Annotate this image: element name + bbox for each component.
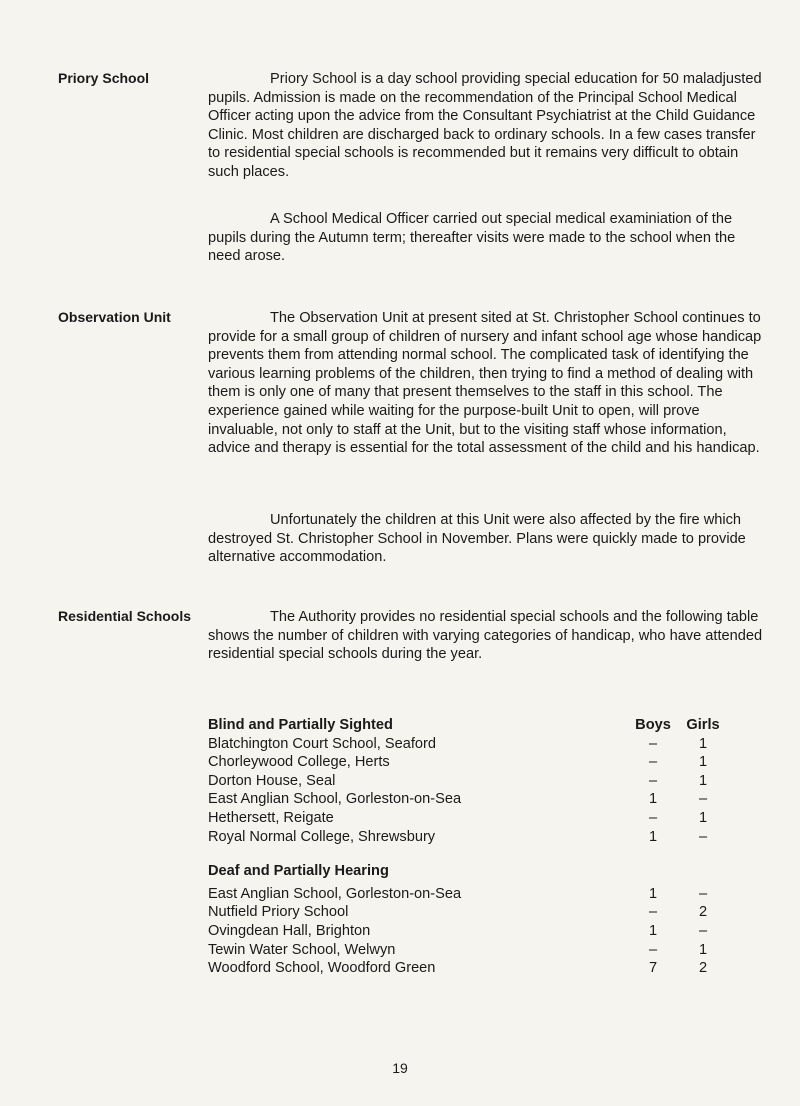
residential-paragraph-1 bbox=[208, 608, 768, 664]
school-name: East Anglian School, Gorleston-on-Sea bbox=[208, 791, 462, 808]
group-title-blind: Blind and Partially Sighted bbox=[208, 717, 393, 733]
heading-residential-schools: Residential Schools bbox=[58, 608, 192, 624]
table-header-row bbox=[208, 716, 728, 735]
residential-schools-table bbox=[208, 716, 728, 978]
school-name: Royal Normal College, Shrewsbury bbox=[208, 828, 436, 845]
boys-count: – bbox=[648, 735, 658, 752]
table-row bbox=[208, 959, 728, 978]
boys-count: – bbox=[648, 904, 658, 921]
table-row bbox=[208, 735, 728, 754]
table-row bbox=[208, 772, 728, 791]
boys-count: 1 bbox=[648, 922, 658, 939]
girls-count: 1 bbox=[698, 941, 708, 958]
girls-count: 1 bbox=[698, 809, 708, 826]
girls-count: 1 bbox=[698, 735, 708, 752]
table-row bbox=[208, 790, 728, 809]
school-name: Tewin Water School, Welwyn bbox=[208, 941, 396, 958]
table-row bbox=[208, 885, 728, 904]
page-number: 19 bbox=[392, 1060, 408, 1076]
observation-paragraph-2 bbox=[208, 511, 768, 567]
girls-count: 1 bbox=[698, 754, 708, 771]
boys-count: – bbox=[648, 809, 658, 826]
heading-observation-unit: Observation Unit bbox=[58, 309, 171, 325]
table-row bbox=[208, 809, 728, 828]
girls-count: 1 bbox=[698, 772, 708, 789]
boys-count: – bbox=[648, 941, 658, 958]
school-name: Chorleywood College, Herts bbox=[208, 754, 390, 771]
girls-count: – bbox=[698, 885, 708, 902]
girls-count: – bbox=[698, 791, 708, 808]
priory-paragraph-2-text: A School Medical Officer carried out special medical examiniation of the pupils during the Autumn term; thereafter visits were made to the school when the need arose. bbox=[208, 211, 736, 265]
girls-count: 2 bbox=[698, 904, 708, 921]
school-name: Hethersett, Reigate bbox=[208, 809, 334, 826]
school-name: Dorton House, Seal bbox=[208, 772, 336, 789]
boys-count: 7 bbox=[648, 960, 658, 977]
residential-paragraph-1-text: The Authority provides no residential special schools and the following table shows the number of children with varying categories of handicap, who have attended residential special schools during the year. bbox=[208, 609, 763, 663]
column-header-girls: Girls bbox=[686, 717, 720, 733]
boys-count: 1 bbox=[648, 885, 658, 902]
boys-count: 1 bbox=[648, 791, 658, 808]
group-title-deaf: Deaf and Partially Hearing bbox=[208, 863, 389, 880]
school-name: Ovingdean Hall, Brighton bbox=[208, 922, 371, 939]
school-name: Blatchington Court School, Seaford bbox=[208, 735, 436, 752]
girls-count: – bbox=[698, 922, 708, 939]
group-title-row bbox=[208, 862, 728, 881]
school-name: East Anglian School, Gorleston-on-Sea bbox=[208, 885, 462, 902]
girls-count: 2 bbox=[698, 960, 708, 977]
girls-count: – bbox=[698, 828, 708, 845]
observation-paragraph-1-text: The Observation Unit at present sited at St. Christopher School continues to provide for a small group of children of nursery and infant school age whose handicap prevents them from attending normal school. The complicated task of identifying the various learning problems of the children, then trying to find a method of dealing with them is only one of many that present themselves to the staff in this school. The experience gained while waiting for the purpose-built Unit to open, will prove invaluable, not only to staff at the Unit, but to the visiting staff whose information, advice and therapy is essential for the total assessment of the child and his handicap. bbox=[208, 310, 762, 457]
heading-priory-school: Priory School bbox=[58, 70, 150, 86]
table-row bbox=[208, 903, 728, 922]
priory-paragraph-2 bbox=[208, 210, 768, 266]
school-name: Nutfield Priory School bbox=[208, 904, 349, 921]
table-row bbox=[208, 828, 728, 847]
boys-count: 1 bbox=[648, 828, 658, 845]
table-row bbox=[208, 941, 728, 960]
school-name: Woodford School, Woodford Green bbox=[208, 960, 436, 977]
boys-count: – bbox=[648, 772, 658, 789]
priory-paragraph-1 bbox=[208, 70, 768, 182]
observation-paragraph-2-text: Unfortunately the children at this Unit were also affected by the fire which destroyed St. Christopher School in November. Plans were quickly made to provide alternative accommodation. bbox=[208, 512, 746, 566]
table-row bbox=[208, 922, 728, 941]
observation-paragraph-1 bbox=[208, 309, 768, 458]
boys-count: – bbox=[648, 754, 658, 771]
column-header-boys: Boys bbox=[635, 717, 671, 733]
priory-paragraph-1-text: Priory School is a day school providing special education for 50 maladjusted pupils. Admission is made on the recommendation of the Principal School Medical Officer acting upon the advice from the Consultant Psychiatrist at the Child Guidance Clinic. Most children are discharged back to ordinary schools. In a few cases transfer to residential special schools is recommended but it remains very difficult to obtain such places. bbox=[208, 71, 762, 180]
table-row bbox=[208, 753, 728, 772]
